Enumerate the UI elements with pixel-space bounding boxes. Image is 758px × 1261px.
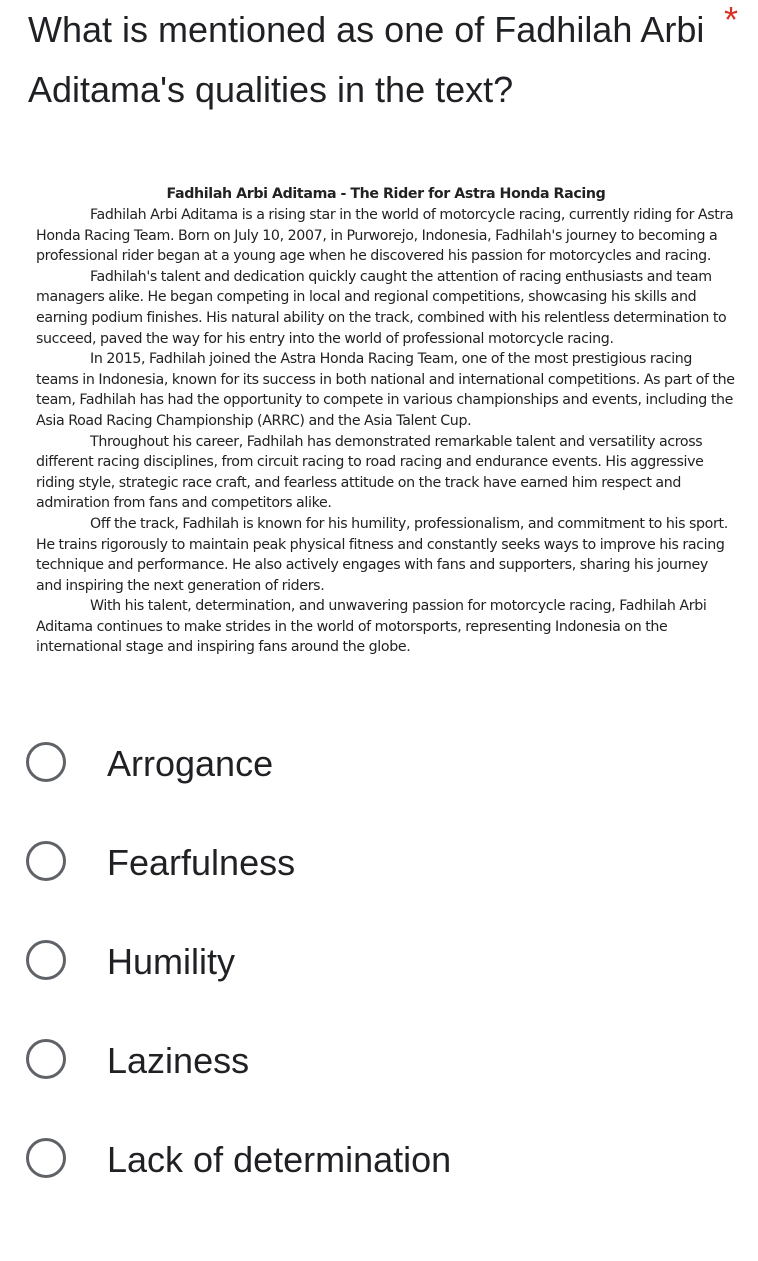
option-fearfulness[interactable] [0,815,758,914]
radio-button[interactable] [26,841,66,881]
option-lack-of-determination[interactable] [0,1112,758,1211]
passage-paragraph: In 2015, Fadhilah joined the Astra Honda Racing Team, one of the most prestigious racing teams in Indonesia, known for its success in both national and international competitions. As part of the team, Fadhilah has had the opportunity to compete in various championships and events, including the Asia Road Racing Championship (ARRC) and the Asia Talent Cup. [36,351,735,429]
option-label[interactable]: Lack of determination [107,1139,452,1180]
option-laziness[interactable] [0,1013,758,1112]
passage-paragraph: Fadhilah's talent and dedication quickly caught the attention of racing enthusiasts and team managers alike. He began competing in local and regional competitions, showcasing his skills and earning podium finishes. His natural ability on the track, combined with his relentless determination to succeed, paved the way for his entry into the world of professional motorcycle racing. [36,268,727,347]
passage-title: Fadhilah Arbi Aditama - The Rider for Astra Honda Racing [166,186,606,202]
radio-button[interactable] [26,940,66,980]
option-label[interactable]: Fearfulness [107,842,296,883]
option-label[interactable]: Laziness [107,1040,250,1081]
passage-paragraph: Throughout his career, Fadhilah has demonstrated remarkable talent and versatility across different racing disciplines, from circuit racing to road racing and endurance events. His aggressive riding style, strategic race craft, and fearless attitude on the track have earned him respect and admiration from fans and competitors alike. [36,433,704,512]
option-label[interactable]: Arrogance [107,743,274,784]
passage-image [36,183,736,658]
radio-button[interactable] [26,1039,66,1079]
passage-paragraph: With his talent, determination, and unwavering passion for motorcycle racing, Fadhilah Arbi Aditama continues to make strides in the world of motorsports, representing Indonesia on the international stage and inspiring fans around the globe. [36,598,707,656]
radio-button[interactable] [26,1138,66,1178]
passage-paragraph: Fadhilah Arbi Aditama is a rising star in the world of motorcycle racing, currently riding for Astra Honda Racing Team. Born on July 10, 2007, in Purworejo, Indonesia, Fadhilah's journey to becoming a professional rider began at a young age when he discovered his passion for motorcycles and racing. [36,207,734,265]
option-arrogance[interactable] [0,716,758,815]
required-asterisk: * [724,0,739,40]
question-title: What is mentioned as one of Fadhilah Arbi Aditama's qualities in the text? [28,9,705,110]
answer-options [0,716,758,1211]
option-label[interactable]: Humility [107,941,236,982]
option-humility[interactable] [0,914,758,1013]
passage-paragraph: Off the track, Fadhilah is known for his humility, professionalism, and commitment to his sport. He trains rigorously to maintain peak physical fitness and constantly seeks ways to improve his racing technique and performance. He also actively engages with fans and supporters, sharing his journey and inspiring the next generation of riders. [36,515,728,594]
radio-button[interactable] [26,742,66,782]
